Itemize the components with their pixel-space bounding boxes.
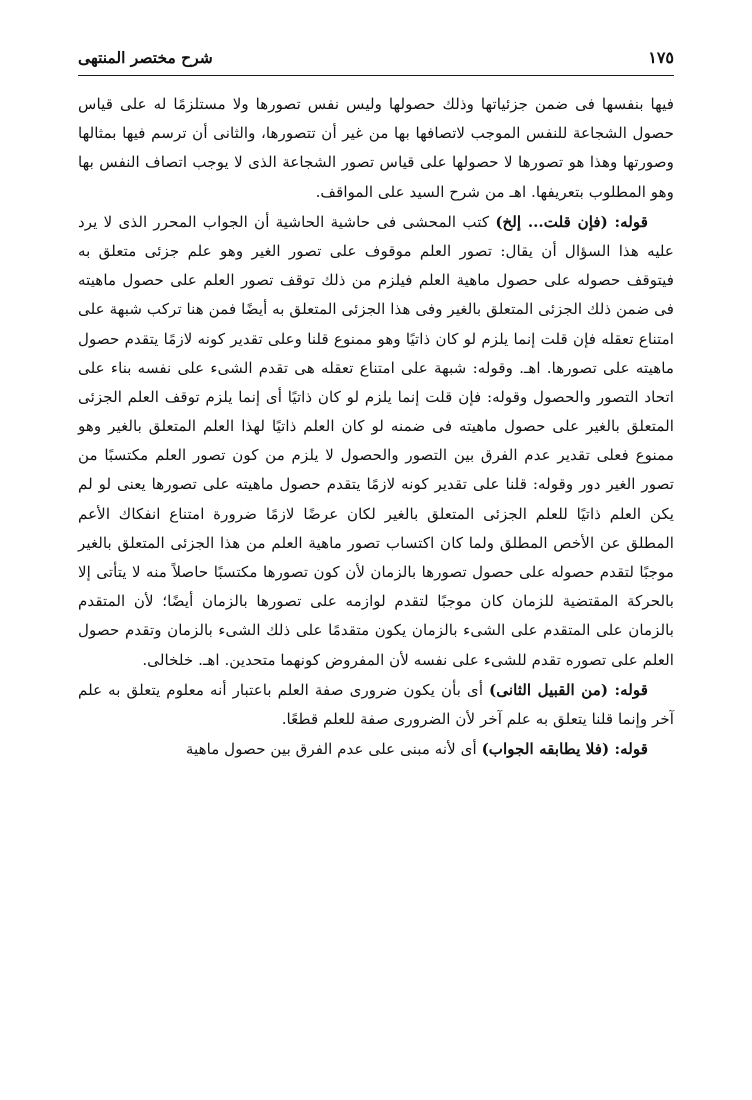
paragraph-commentary-3 (78, 735, 674, 764)
paragraph-commentary-1 (78, 208, 674, 675)
header-divider (78, 75, 674, 76)
page-number: ١٧٥ (648, 48, 674, 67)
paragraph-text: فيها بنفسها فى ضمن جزئياتها وذلك حصولها وليس نفس تصورها ولا مستلزمًا له على قياس حصول الشجاعة للنفس الموجب لاتصافها بها من غير أن تتصورها، والثانى أن ترسم فيها بمثالها وصورتها وهذا هو تصورها لا حصولها على قياس تصور الشجاعة الذى لا يوجب اتصاف النفس بها وهو المطلوب بتعريفها. اهـ من شرح السيد على المواقف. (78, 95, 674, 201)
page-header (78, 48, 674, 73)
paragraph-continuation (78, 90, 674, 207)
book-title: شرح مختصر المنتهى (78, 48, 213, 67)
paragraph-text: أى بأن يكون ضرورى صفة العلم باعتبار أنه معلوم يتعلق به علم آخر وإنما قلنا يتعلق به علم آخر لأن الضرورى صفة للعلم قطعًا. (78, 680, 674, 728)
lemma-heading: قوله: (من القبيل الثانى) (489, 680, 648, 699)
lemma-heading: قوله: (فلا يطابقه الجواب) (481, 740, 648, 759)
paragraph-commentary-2 (78, 676, 674, 734)
page-body (78, 90, 674, 764)
lemma-heading: قوله: (فإن قلت... إلخ) (495, 212, 648, 231)
paragraph-text: أى لأنه مبنى على عدم الفرق بين حصول ماهية (185, 740, 482, 759)
paragraph-text: كتب المحشى فى حاشية الحاشية أن الجواب المحرر الذى لا يرد عليه هذا السؤال أن يقال: تصور العلم موقوف على تصور الغير وهو علم جزئى متعلق به فيتوقف حصوله على حصول ماهية العلم فيلزم من ذلك توقف تصور العلم على حصول ماهيته فى ضمن ذلك الجزئى المتعلق بالغير وفى هذا الجزئى المتعلق به أيضًا فمن هنا تركب شبهة على امتناع تعقله فإن قلت إنما يلزم لو كان ذاتيًا وهو ممنوع قلنا وعلى تقدير كونه لازمًا يتقدم حصول ماهيته على تصورها. اهـ. وقوله: شبهة على امتناع تعقله هى تقدم الشىء على نفسه بناء على اتحاد التصور والحصول وقوله: فإن قلت إنما يلزم لو كان ذاتيًا أى إنما يلزم توقف العلم الجزئى المتعلق بالغير على حصول ماهيته فى ضمنه لو كان العلم ذاتيًا لهذا العلم المتعلق بالغير وهو ممنوع فعلى تقدير عدم الفرق بين التصور والحصول لا يلزم من كون تصور العلم مكتسبًا من تصور الغير دور وقوله: قلنا على تقدير كونه لازمًا يتقدم حصول ماهيته على تصورها يعنى لو لم يكن العلم ذاتيًا للعلم الجزئى المتعلق بالغير لكان عرضًا لازمًا ضرورة امتناع انفكاك الأعم المطلق عن الأخص المطلق ولما كان اكتساب تصور ماهية العلم من هذا الجزئى المتعلق بالغير موجبًا لتقدم حصوله على حصول تصورها بالزمان لأن كون تصورها مكتسبًا حاصلاً منه لا يتأتى إلا بالحركة المقتضية للزمان كان موجبًا لتقدم لوازمه على تصورها بالزمان أيضًا؛ لأن المتقدم بالزمان على المتقدم على الشىء بالزمان يكون متقدمًا على ذلك الشىء بالزمان وتقدم حصول العلم على تصوره تقدم للشىء على نفسه لأن المفروض كونهما متحدين. اهـ. خلخالى. (78, 212, 674, 669)
